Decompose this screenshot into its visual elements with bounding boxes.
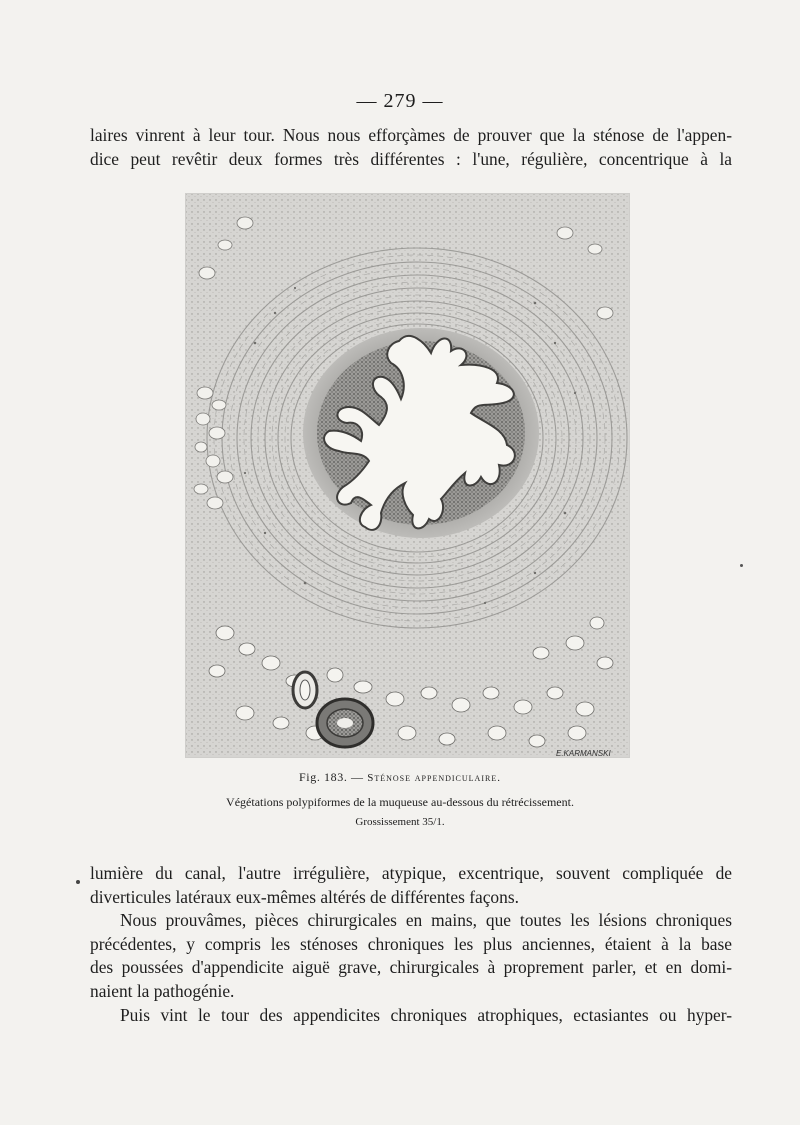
figure-caption-description: Végétations polypiformes de la muqueuse au-dessous du rétrécissement. — [226, 795, 574, 809]
text-line: laires vinrent à leur tour. Nous nous efforçàmes de prouver que la sténose de l'appen- — [90, 125, 732, 145]
text-line: naient la pathogénie. — [90, 980, 235, 1001]
margin-mark — [76, 880, 80, 884]
text-line: diverticules latéraux eux-mêmes altérés de différentes façons. — [90, 886, 519, 907]
figure-number: Fig. 183. — — [299, 770, 364, 784]
page-number: — 279 — — [356, 90, 444, 112]
text-line: dice peut revêtir deux formes très différentes : l'une, régulière, concentrique à la — [90, 148, 732, 169]
histology-figure — [185, 193, 630, 758]
text-line: Nous prouvâmes, pièces chirurgicales en mains, que toutes les lésions chroniques — [120, 910, 732, 931]
figure-caption-magnification: Grossissement 35/1. — [355, 816, 445, 828]
body-text-bottom — [90, 862, 732, 1027]
histology-illustration — [185, 193, 630, 758]
figure-title: Sténose appendiculaire. — [367, 772, 501, 784]
engraver-signature: E.KARMANSKI — [556, 749, 611, 758]
text-line: lumière du canal, l'autre irrégulière, atypique, excentrique, souvent compliquée de — [90, 863, 732, 883]
margin-mark — [740, 564, 743, 567]
body-text-top — [90, 124, 732, 171]
text-line: des poussées d'appendicite aiguë grave, chirurgicales à proprement parler, et en domi- — [90, 957, 732, 978]
text-line: Puis vint le tour des appendicites chroniques atrophiques, ectasiantes ou hyper- — [120, 1004, 732, 1025]
figure-caption-title — [0, 770, 800, 785]
text-line: précédentes, y compris les sténoses chroniques les plus anciennes, étaient à la base — [90, 933, 732, 954]
